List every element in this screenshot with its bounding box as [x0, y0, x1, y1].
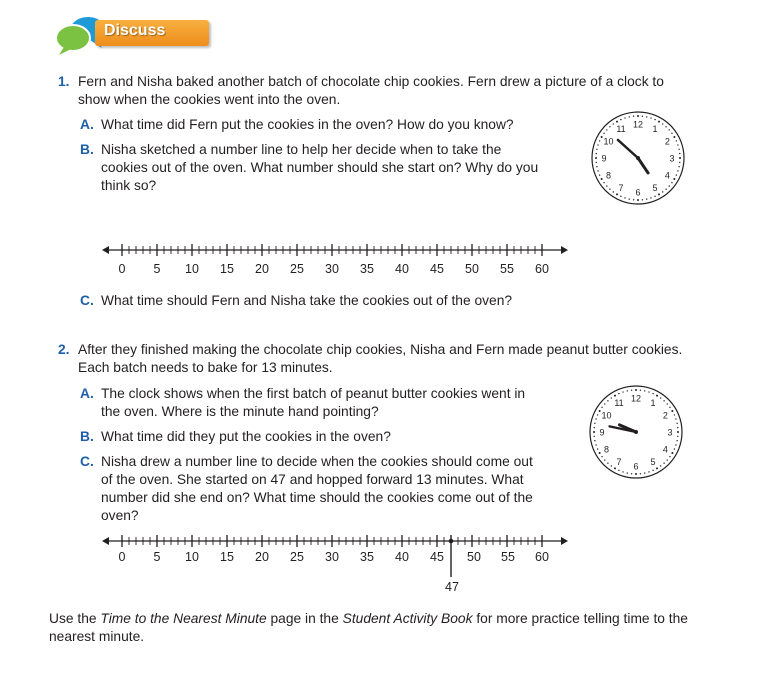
clock-minute-dot	[667, 459, 668, 460]
clock-minute-dot	[597, 414, 598, 415]
clock-minute-dot	[631, 473, 632, 474]
clock-minute-dot	[633, 116, 634, 117]
clock-minute-dot	[599, 410, 601, 412]
clock-minute-dot	[594, 440, 595, 441]
q2c-line-4: oven?	[101, 508, 139, 523]
clock-minute-dot	[597, 170, 598, 171]
nl1-label-30: 30	[325, 262, 339, 276]
clock-minute-dot	[667, 403, 668, 404]
clock-minute-dot	[614, 395, 616, 397]
footer-line-2: nearest minute.	[49, 629, 145, 644]
clock-minute-dot	[676, 140, 677, 141]
clock-number: 4	[662, 444, 668, 455]
clock-minute-dot	[648, 471, 649, 472]
clock-minute-dot	[662, 123, 663, 124]
clock-minute-dot	[624, 197, 625, 198]
clock-minute-dot	[677, 431, 679, 433]
nl2-label-40: 40	[395, 550, 409, 564]
clock-minute-dot	[677, 436, 678, 437]
clock-minute-dot	[671, 133, 672, 134]
clock-minute-dot	[650, 197, 651, 198]
clock-minute-dot	[629, 116, 630, 117]
clock-minute-dot	[609, 126, 610, 127]
right-arrow-icon	[561, 246, 568, 254]
clock-minute-dot	[652, 393, 653, 394]
clock-number: 10	[601, 410, 612, 421]
clock-minute-dot	[644, 472, 645, 473]
clock-minute-dot	[627, 390, 628, 391]
footer-pre: Use the	[49, 611, 101, 626]
clock-minute-dot	[671, 410, 673, 412]
clock-minute-dot	[654, 119, 655, 120]
clock-minute-dot	[624, 117, 625, 118]
clock-number: 11	[616, 124, 626, 135]
clock-1	[586, 106, 690, 210]
clock-minute-dot	[660, 397, 661, 398]
clock-minute-dot	[677, 144, 678, 145]
nl1-label-50: 50	[465, 262, 479, 276]
nl1-label-5: 5	[153, 262, 161, 276]
clock-minute-dot	[673, 136, 675, 138]
clock-number: 4	[664, 170, 670, 181]
clock-minute-dot	[679, 153, 680, 154]
clock-minute-dot	[642, 199, 643, 200]
clock-minute-dot	[594, 436, 595, 437]
clock-number: 6	[633, 461, 639, 472]
clock-minute-dot	[620, 119, 621, 120]
clock-minute-dot	[674, 448, 675, 449]
clock-minute-dot	[640, 473, 641, 474]
clock-center	[636, 156, 640, 160]
q2c-letter: C.	[80, 454, 94, 469]
clock-number: 3	[667, 427, 673, 438]
clock-minute-dot	[679, 162, 680, 163]
clock-minute-dot	[675, 444, 676, 445]
clock-minute-dot	[674, 414, 675, 415]
clock-number: 6	[635, 187, 641, 198]
nl1-label-20: 20	[255, 262, 269, 276]
clock-minute-dot	[595, 157, 597, 159]
number-line-1-labels	[0, 262, 760, 280]
clock-minute-dot	[665, 126, 666, 127]
number-line-2-labels	[0, 550, 760, 568]
nl2-label-10: 10	[185, 550, 199, 564]
q2c-line-3: number did she end on? What time should the cookies come out of the	[101, 490, 533, 505]
q1-line-2: show when the cookies went into the oven.	[78, 92, 341, 107]
clock-minute-dot	[637, 115, 639, 117]
clock-minute-dot	[678, 166, 679, 167]
clock-minute-dot	[597, 448, 598, 449]
clock-minute-dot	[594, 423, 595, 424]
nl1-label-35: 35	[360, 262, 374, 276]
footer-mid: page in the	[266, 611, 343, 626]
clock-minute-dot	[622, 471, 623, 472]
clock-minute-dot	[607, 400, 608, 401]
clock-minute-dot	[601, 407, 602, 408]
nl2-label-55: 55	[501, 550, 515, 564]
clock-minute-dot	[650, 117, 651, 118]
q1b-line-1: Nisha sketched a number line to help her decide when to take the	[101, 142, 502, 157]
clock-minute-dot	[660, 465, 661, 466]
nl2-label-35: 35	[360, 550, 374, 564]
nl2-marker-label: 47	[445, 580, 459, 594]
clock-minute-dot	[669, 129, 670, 130]
clock-minute-dot	[654, 196, 655, 197]
clock-minute-dot	[603, 133, 604, 134]
clock-minute-dot	[677, 170, 678, 171]
clock-minute-dot	[635, 473, 637, 475]
clock-minute-dot	[652, 470, 653, 471]
clock-minute-dot	[675, 418, 676, 419]
clock-minute-dot	[609, 189, 610, 190]
clock-minute-dot	[663, 400, 664, 401]
clock-minute-dot	[607, 463, 608, 464]
number-line-marker-dot	[449, 539, 454, 544]
left-arrow-icon	[102, 246, 109, 254]
clock-number: 12	[630, 393, 642, 404]
clock-number: 8	[604, 444, 610, 455]
clock-minute-dot	[679, 157, 681, 159]
clock-minute-dot	[601, 136, 603, 138]
nl2-label-0: 0	[118, 550, 126, 564]
clock-minute-dot	[613, 191, 614, 192]
q2-number: 2.	[58, 342, 70, 357]
clock-number: 9	[599, 427, 605, 438]
footer-title-2: Student Activity Book	[342, 611, 473, 626]
q1-line-1: Fern and Nisha baked another batch of chocolate chip cookies. Fern drew a picture of a clock to	[78, 74, 664, 89]
clock-center	[634, 430, 638, 434]
clock-minute-dot	[599, 174, 600, 175]
clock-minute-dot	[662, 191, 663, 192]
nl1-label-15: 15	[220, 262, 234, 276]
clock-minute-dot	[611, 397, 612, 398]
clock-minute-dot	[633, 199, 634, 200]
clock-minute-dot	[631, 390, 632, 391]
nl2-label-20: 20	[255, 550, 269, 564]
clock-minute-dot	[597, 144, 598, 145]
clock-minute-dot	[656, 467, 658, 469]
nl1-label-55: 55	[500, 262, 514, 276]
nl2-label-5: 5	[153, 550, 161, 564]
q2c-line-2: of the oven. She started on 47 and hopped forward 13 minutes. What	[101, 472, 524, 487]
q1b-letter: B.	[80, 142, 94, 157]
clock-minute-dot	[595, 418, 596, 419]
q2a-line-1: The clock shows when the first batch of peanut butter cookies went in	[101, 386, 526, 401]
clock-minute-dot	[676, 423, 677, 424]
clock-number: 1	[652, 124, 658, 135]
clock-minute-dot	[669, 456, 670, 457]
clock-minute-dot	[676, 440, 677, 441]
clock-minute-dot	[671, 182, 672, 183]
q2c-line-1: Nisha drew a number line to decide when the cookies should come out	[101, 454, 533, 469]
clock-number: 5	[652, 182, 658, 193]
discuss-label: Discuss	[104, 22, 166, 39]
left-arrow-icon	[102, 537, 109, 545]
clock-minute-dot	[614, 467, 616, 469]
clock-minute-dot	[640, 390, 641, 391]
clock-minute-dot	[646, 116, 647, 117]
clock-minute-dot	[601, 456, 602, 457]
clock-minute-dot	[604, 403, 605, 404]
clock-minute-dot	[673, 178, 675, 180]
clock-minute-dot	[593, 431, 595, 433]
clock-minute-dot	[658, 193, 660, 195]
clock-minute-dot	[611, 465, 612, 466]
clock-number: 7	[618, 182, 624, 193]
clock-minute-dot	[601, 178, 603, 180]
nl1-label-60: 60	[535, 262, 549, 276]
footer-line-1	[49, 610, 688, 628]
clock-number: 2	[662, 410, 668, 421]
number-line-1	[100, 236, 570, 264]
clock-minute-dot	[669, 185, 670, 186]
q1a-line-1: What time did Fern put the cookies in the oven? How do you know?	[101, 117, 514, 132]
q2-line-1: After they finished making the chocolate chip cookies, Nisha and Fern made peanut butter cookies.	[78, 342, 683, 357]
clock-minute-dot	[671, 452, 673, 454]
clock-minute-dot	[594, 427, 595, 428]
clock-minute-dot	[616, 193, 618, 195]
nl1-label-10: 10	[185, 262, 199, 276]
clock-number: 3	[669, 153, 675, 164]
clock-minute-dot	[629, 198, 630, 199]
clock-minute-dot	[646, 198, 647, 199]
clock-minute-dot	[669, 407, 670, 408]
clock-number: 9	[601, 153, 607, 164]
clock-minute-dot	[606, 129, 607, 130]
clock-minute-dot	[677, 427, 678, 428]
q2-line-2: Each batch needs to bake for 13 minutes.	[78, 360, 333, 375]
q2b-line-1: What time did they put the cookies in the oven?	[101, 429, 391, 444]
clock-minute-dot	[596, 162, 597, 163]
q2a-line-2: the oven. Where is the minute hand pointing?	[101, 404, 379, 419]
clock-number: 5	[650, 456, 656, 467]
clock-minute-dot	[599, 452, 601, 454]
q1c-line-1: What time should Fern and Nisha take the cookies out of the oven?	[101, 293, 513, 308]
clock-minute-dot	[596, 153, 597, 154]
clock-minute-dot	[658, 121, 660, 123]
nl2-label-60: 60	[535, 550, 549, 564]
clock-minute-dot	[676, 174, 677, 175]
right-arrow-icon	[561, 537, 568, 545]
clock-minute-dot	[637, 199, 639, 201]
clock-minute-dot	[618, 470, 619, 471]
clock-minute-dot	[648, 391, 649, 392]
clock-minute-dot	[595, 444, 596, 445]
clock-2	[584, 380, 688, 484]
clock-minute-dot	[606, 185, 607, 186]
clock-minute-dot	[622, 391, 623, 392]
clock-number: 1	[650, 398, 656, 409]
clock-number: 10	[603, 136, 614, 147]
q1b-line-3: think so?	[101, 178, 157, 193]
clock-number: 11	[614, 398, 624, 409]
nl1-label-45: 45	[430, 262, 444, 276]
q1a-letter: A.	[80, 117, 94, 132]
clock-minute-dot	[618, 393, 619, 394]
clock-minute-dot	[642, 116, 643, 117]
clock-minute-dot	[604, 459, 605, 460]
q2b-letter: B.	[80, 429, 94, 444]
clock-minute-dot	[635, 389, 637, 391]
q1b-line-2: cookies out of the oven. What number should she start on? Why do you	[101, 160, 539, 175]
clock-minute-dot	[603, 182, 604, 183]
q1-number: 1.	[58, 74, 70, 89]
clock-minute-dot	[678, 149, 679, 150]
nl1-label-0: 0	[118, 262, 126, 276]
clock-minute-dot	[596, 166, 597, 167]
nl1-label-25: 25	[290, 262, 304, 276]
q2a-letter: A.	[80, 386, 94, 401]
clock-number: 2	[664, 136, 670, 147]
clock-minute-dot	[613, 123, 614, 124]
nl1-label-40: 40	[395, 262, 409, 276]
clock-minute-dot	[616, 121, 618, 123]
footer-post: for more practice telling time to the	[472, 611, 688, 626]
nl2-label-50: 50	[467, 550, 481, 564]
clock-minute-dot	[627, 472, 628, 473]
nl2-label-25: 25	[290, 550, 304, 564]
clock-minute-dot	[663, 463, 664, 464]
q1c-letter: C.	[80, 293, 94, 308]
clock-minute-dot	[656, 395, 658, 397]
nl2-label-45: 45	[430, 550, 444, 564]
clock-minute-dot	[599, 140, 600, 141]
clock-minute-dot	[644, 390, 645, 391]
clock-minute-dot	[620, 196, 621, 197]
clock-minute-dot	[665, 189, 666, 190]
clock-number: 8	[606, 170, 612, 181]
clock-number: 7	[616, 456, 622, 467]
clock-minute-dot	[596, 149, 597, 150]
nl2-label-30: 30	[325, 550, 339, 564]
nl2-label-15: 15	[220, 550, 234, 564]
clock-number: 12	[632, 119, 644, 130]
footer-title-1: Time to the Nearest Minute	[100, 611, 267, 626]
